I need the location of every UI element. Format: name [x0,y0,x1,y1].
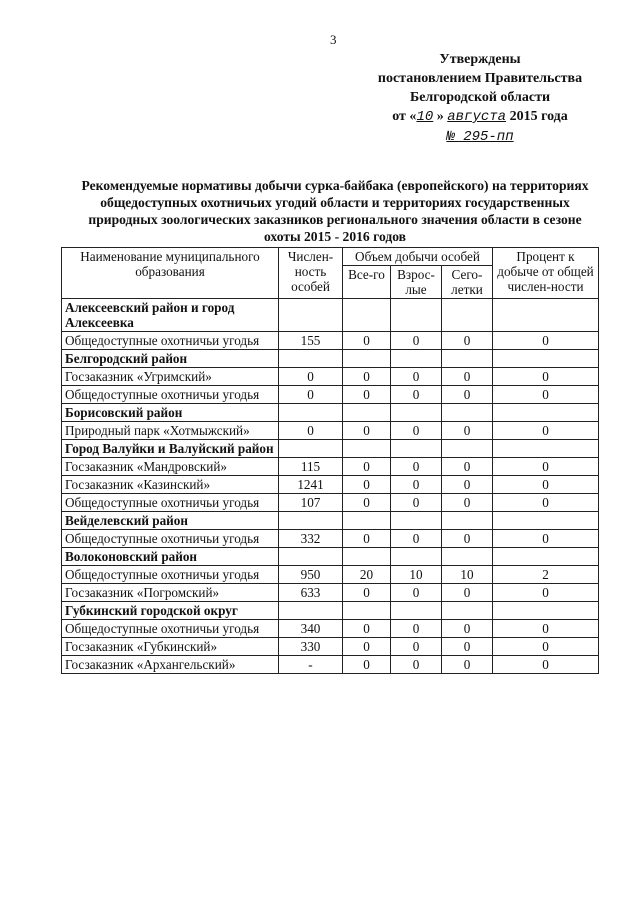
population-cell: 340 [279,620,343,638]
total-cell: 0 [343,584,391,602]
percent-cell: 0 [493,368,599,386]
date-mid: » [436,109,444,124]
table-row [62,368,599,386]
empty-cell [442,404,493,422]
date-day: 10 [416,109,434,125]
percent-cell: 0 [493,494,599,512]
district-name: Борисовский район [62,404,279,422]
total-cell: 0 [343,620,391,638]
young-cell: 0 [442,620,493,638]
date-year: 2015 года [509,109,568,124]
table-row [62,656,599,674]
district-row [62,350,599,368]
adults-cell: 0 [391,386,442,404]
header-total: Все-го [343,266,391,299]
area-name: Госзаказник «Архангельский» [62,656,279,674]
area-name: Госзаказник «Погромский» [62,584,279,602]
district-name: Белгородский район [62,350,279,368]
empty-cell [493,404,599,422]
empty-cell [493,299,599,332]
empty-cell [279,299,343,332]
table-row [62,638,599,656]
date-month: августа [447,109,507,125]
area-name: Общедоступные охотничьи угодья [62,620,279,638]
empty-cell [442,602,493,620]
header-adults: Взрос-лые [391,266,442,299]
young-cell: 0 [442,494,493,512]
empty-cell [279,512,343,530]
adults-cell: 0 [391,476,442,494]
area-name: Госзаказник «Казинский» [62,476,279,494]
header-volume: Объем добычи особей [343,248,493,266]
district-name: Вейделевский район [62,512,279,530]
area-name: Общедоступные охотничьи угодья [62,494,279,512]
empty-cell [343,404,391,422]
district-row [62,299,599,332]
area-name: Госзаказник «Губкинский» [62,638,279,656]
population-cell: 332 [279,530,343,548]
adults-cell: 0 [391,458,442,476]
percent-cell: 0 [493,422,599,440]
population-cell: 0 [279,422,343,440]
empty-cell [343,440,391,458]
percent-cell: 0 [493,476,599,494]
empty-cell [493,512,599,530]
header-population: Числен-ность особей [279,248,343,299]
area-name: Госзаказник «Мандровский» [62,458,279,476]
percent-cell: 0 [493,656,599,674]
young-cell: 0 [442,584,493,602]
empty-cell [493,548,599,566]
percent-cell: 0 [493,584,599,602]
young-cell: 0 [442,638,493,656]
document-title: Рекомендуемые нормативы добычи сурка-байбака (европейского) на территориях общедоступных охотничьих угодий области и территориях государственных природных зоологических заказников регионального значения области в сезоне охоты 2015 - 2016 годов [81,178,589,244]
empty-cell [279,350,343,368]
approval-date [360,107,600,127]
district-row [62,602,599,620]
adults-cell: 0 [391,422,442,440]
table-row [62,476,599,494]
area-name: Общедоступные охотничьи угодья [62,566,279,584]
approval-number: № 295-пп [446,129,514,145]
adults-cell: 0 [391,494,442,512]
header-name: Наименование муниципального образования [62,248,279,299]
table-row [62,620,599,638]
population-cell: 107 [279,494,343,512]
young-cell: 0 [442,332,493,350]
percent-cell: 2 [493,566,599,584]
population-cell: - [279,656,343,674]
adults-cell: 0 [391,530,442,548]
percent-cell: 0 [493,620,599,638]
district-name: Город Валуйки и Валуйский район [62,440,279,458]
table-row [62,530,599,548]
total-cell: 0 [343,476,391,494]
empty-cell [391,440,442,458]
young-cell: 0 [442,458,493,476]
total-cell: 0 [343,638,391,656]
population-cell: 115 [279,458,343,476]
table-row [62,458,599,476]
population-cell: 330 [279,638,343,656]
empty-cell [343,350,391,368]
population-cell: 633 [279,584,343,602]
table-row [62,566,599,584]
population-cell: 1241 [279,476,343,494]
young-cell: 0 [442,368,493,386]
empty-cell [279,548,343,566]
empty-cell [343,512,391,530]
adults-cell: 0 [391,638,442,656]
district-name: Алексеевский район и город Алексеевка [62,299,279,332]
district-row [62,512,599,530]
empty-cell [442,548,493,566]
area-name: Общедоступные охотничьи угодья [62,332,279,350]
adults-cell: 0 [391,656,442,674]
young-cell: 0 [442,656,493,674]
approval-block [360,50,600,147]
area-name: Госзаказник «Угримский» [62,368,279,386]
empty-cell [279,404,343,422]
young-cell: 0 [442,476,493,494]
empty-cell [493,602,599,620]
empty-cell [279,602,343,620]
total-cell: 0 [343,422,391,440]
table-row [62,494,599,512]
population-cell: 950 [279,566,343,584]
young-cell: 0 [442,386,493,404]
empty-cell [391,548,442,566]
total-cell: 0 [343,368,391,386]
total-cell: 0 [343,386,391,404]
empty-cell [343,548,391,566]
empty-cell [442,350,493,368]
adults-cell: 10 [391,566,442,584]
district-row [62,440,599,458]
district-row [62,404,599,422]
empty-cell [442,299,493,332]
date-prefix: от « [392,109,417,124]
total-cell: 0 [343,530,391,548]
table-row [62,584,599,602]
area-name: Общедоступные охотничьи угодья [62,530,279,548]
table-row [62,422,599,440]
population-cell: 0 [279,368,343,386]
empty-cell [343,299,391,332]
percent-cell: 0 [493,386,599,404]
district-name: Губкинский городской округ [62,602,279,620]
table-body [62,299,599,674]
percent-cell: 0 [493,530,599,548]
approval-line-2: постановлением Правительства [377,71,583,86]
percent-cell: 0 [493,458,599,476]
young-cell: 0 [442,530,493,548]
empty-cell [391,602,442,620]
header-young: Сего-летки [442,266,493,299]
young-cell: 10 [442,566,493,584]
total-cell: 0 [343,656,391,674]
adults-cell: 0 [391,332,442,350]
adults-cell: 0 [391,620,442,638]
percent-cell: 0 [493,638,599,656]
empty-cell [442,512,493,530]
empty-cell [493,440,599,458]
empty-cell [391,299,442,332]
empty-cell [391,404,442,422]
approval-line-3: Белгородской области [409,90,551,105]
total-cell: 0 [343,494,391,512]
area-name: Природный парк «Хотмыжский» [62,422,279,440]
approval-line-1: Утверждены [439,52,521,67]
page-number: 3 [330,32,337,47]
total-cell: 0 [343,332,391,350]
empty-cell [391,350,442,368]
quota-table [61,247,599,674]
population-cell: 155 [279,332,343,350]
empty-cell [343,602,391,620]
young-cell: 0 [442,422,493,440]
empty-cell [442,440,493,458]
adults-cell: 0 [391,584,442,602]
total-cell: 20 [343,566,391,584]
district-row [62,548,599,566]
population-cell: 0 [279,386,343,404]
area-name: Общедоступные охотничьи угодья [62,386,279,404]
header-percent: Процент к добыче от общей числен-ности [493,248,599,299]
percent-cell: 0 [493,332,599,350]
table-row [62,386,599,404]
total-cell: 0 [343,458,391,476]
empty-cell [391,512,442,530]
empty-cell [279,440,343,458]
empty-cell [493,350,599,368]
table-row [62,332,599,350]
district-name: Волоконовский район [62,548,279,566]
adults-cell: 0 [391,368,442,386]
